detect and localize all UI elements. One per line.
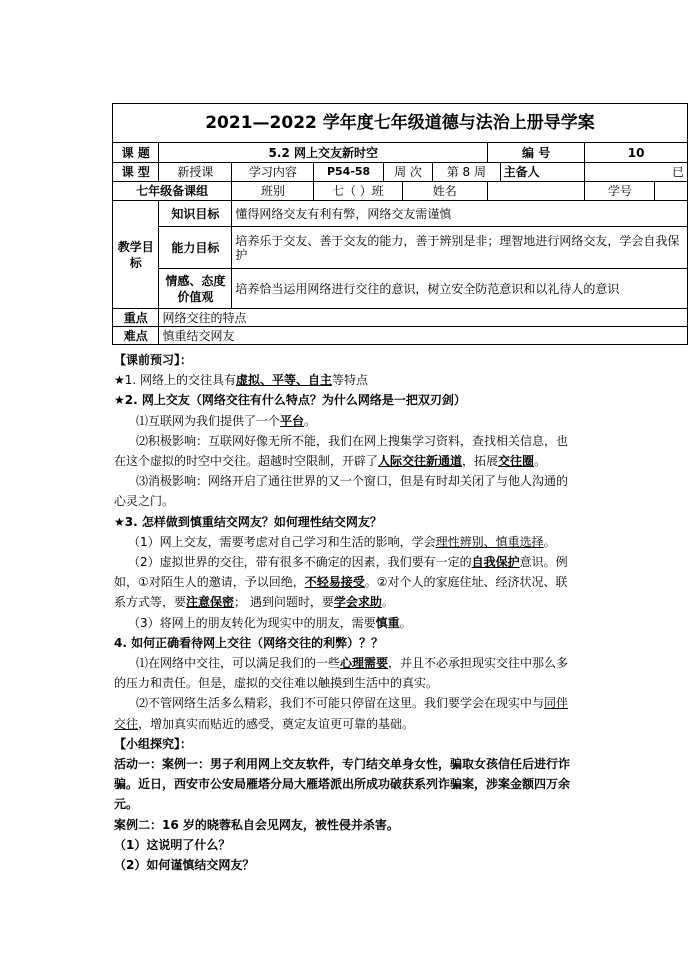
question-4: 4. 如何正确看待网上交往（网络交往的利弊）？？: [114, 635, 384, 650]
name-field[interactable]: [488, 182, 585, 201]
emotion-goal: 培养恰当运用网络进行交往的意识，树立安全防范意识和以礼待人的意识: [232, 269, 688, 309]
preview-heading: 【课前预习】：: [114, 353, 193, 367]
name-label: 姓名: [402, 182, 488, 201]
difficulty-label: 难点: [113, 327, 159, 345]
answer-3-1: （1）网上交友，需要考虑对自己学习和生活的影响，学会理性辨别、慎重选择。: [128, 534, 556, 549]
prep-tail: 已: [585, 163, 688, 182]
case-1: 活动一：案例一：男子利用网上交友软件，专门结交单身女性，骗取女孩信任后进行诈骗。近日，西安市公安局雁塔分局大雁塔派出所成功破获系列诈骗案，涉案金额四万余元。: [114, 757, 571, 812]
content-label: 学习内容: [232, 163, 314, 182]
answer-3-2: （2）虚拟世界的交往，带有很多不确定的因素，我们要有一定的自我保护意识。例如，①对陌生人的邀请，予以回绝，不轻易接受。②对个人的家庭住址、经济状况、联系方式等，要注意保密； 遇到问题时，要学会求助。: [114, 555, 568, 610]
answer-3-3: （3）将网上的朋友转化为现实中的朋友，需要慎重。: [128, 615, 412, 630]
key-point: 网络交往的特点: [159, 309, 688, 327]
answer-4-1: ⑴在网络中交往，可以满足我们的一些心理需要，并且不必承担现实交往中那么多的压力和责任。但是，虚拟的交往难以触摸到生活中的真实。: [114, 656, 569, 691]
case-2: 案例二：16 岁的晓蓉私自会见网友，被性侵并杀害。: [114, 817, 399, 832]
answer-2-3: ⑶消极影响：网络开启了通往世界的又一个窗口，但是有时却关闭了与他人沟通的心灵之门。: [114, 474, 569, 509]
knowledge-goal: 懂得网络交友有利有弊，网络交友需谨慎: [232, 201, 688, 227]
key-point-label: 重点: [113, 309, 159, 327]
discussion-question-1: （1）这说明了什么？: [114, 837, 231, 852]
difficulty: 慎重结交网友: [159, 327, 688, 345]
discussion-question-2: （2）如何谨慎结交网友？: [114, 858, 255, 873]
content-value: P54-58: [314, 163, 384, 182]
type-value: 新授课: [159, 163, 232, 182]
student-id-field[interactable]: [655, 182, 688, 201]
page-title: 2021—2022 学年度七年级道德与法治上册导学案: [113, 104, 688, 143]
header-table: [112, 103, 688, 345]
ability-goal-label: 能力目标: [159, 227, 232, 269]
question-3: ★3. 怎样做到慎重结交网友？如何理性结交网友？: [114, 514, 382, 529]
study-content: [114, 350, 576, 875]
goals-label: 教学目标: [113, 201, 159, 309]
group-label: 七年级备课组: [113, 182, 232, 201]
answer-2-1: ⑴互联网为我们提供了一个平台。: [136, 413, 317, 428]
student-id-label: 学号: [585, 182, 655, 201]
ability-goal: 培养乐于交友、善于交友的能力，善于辨别是非；理智地进行网络交友，学会自我保护: [232, 227, 688, 269]
question-2: ★2. 网上交友（网络交往有什么特点？为什么网络是一把双刃剑）: [114, 393, 466, 408]
topic-value: 5.2 网上交友新时空: [159, 143, 488, 163]
week-value: 第 8 周: [433, 163, 501, 182]
question-1: ★1. 网络上的交往具有虚拟、平等、自主等特点: [114, 373, 369, 388]
week-label: 周 次: [383, 163, 432, 182]
answer-4-2: ⑵不管网络生活多么精彩，我们不可能只停留在这里。我们要学会在现实中与同伴交往，增加真实而贴近的感受，奠定友谊更可靠的基础。: [114, 696, 569, 731]
answer-2-2: ⑵积极影响：互联网好像无所不能，我们在网上搜集学习资料，查找相关信息，也在这个虚拟的时空中交往。超越时空限制，开辟了人际交往新通道，拓展交往圈。: [114, 433, 569, 469]
group-heading: 【小组探究】：: [114, 736, 193, 751]
number-label: 编 号: [488, 143, 585, 163]
emotion-goal-label: 情感、态度价值观: [159, 269, 232, 309]
type-label: 课 型: [113, 163, 159, 182]
topic-label: 课 题: [113, 143, 159, 163]
knowledge-goal-label: 知识目标: [159, 201, 232, 227]
class-label: 班别: [232, 182, 314, 201]
number-value: 10: [585, 143, 688, 163]
class-field[interactable]: 七（ ）班: [314, 182, 402, 201]
prep-label: 主备人: [500, 163, 585, 182]
